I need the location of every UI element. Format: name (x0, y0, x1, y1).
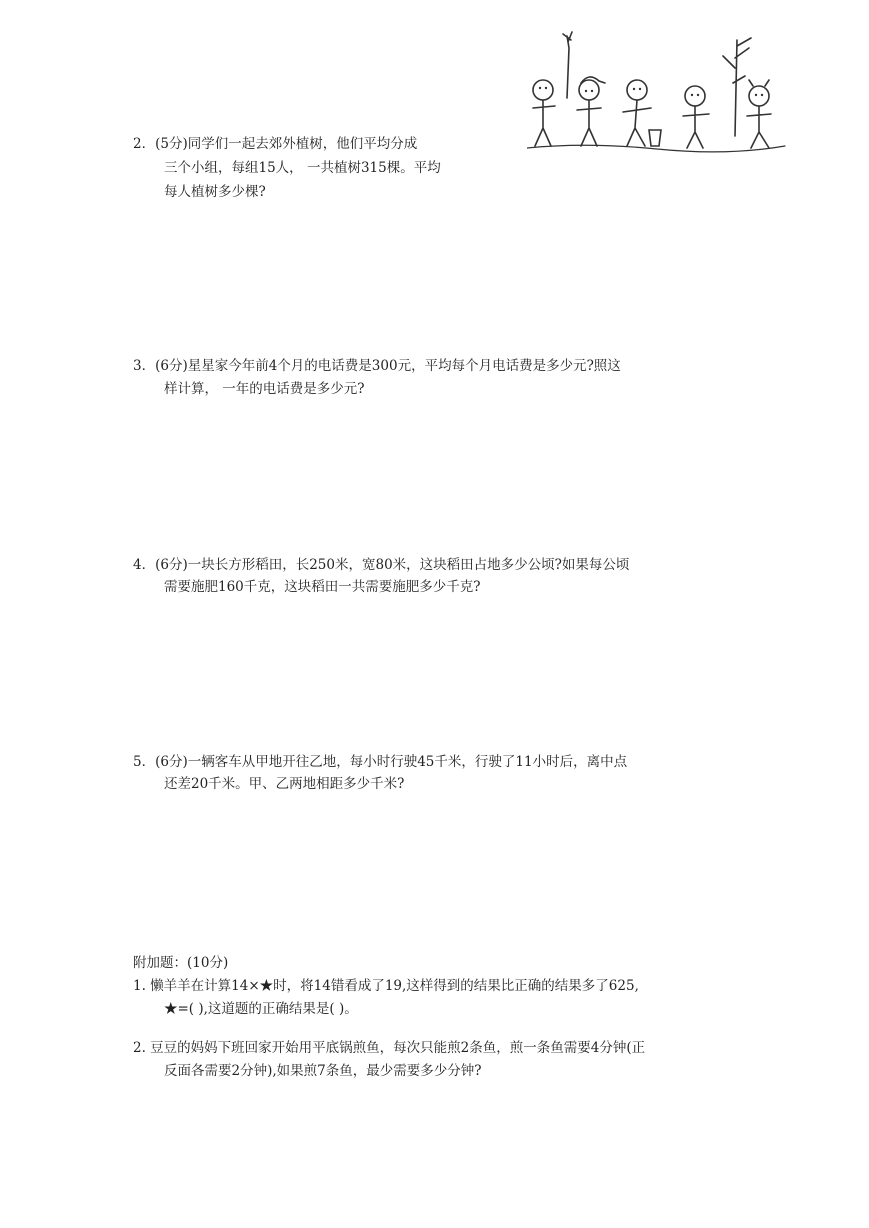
question-4-line-2: 需要施肥160千克，这块稻田一共需要施肥多少千克? (164, 579, 481, 595)
bonus-item-2-line-1: 2. 豆豆的妈妈下班回家开始用平底锅煎鱼，每次只能煎2条鱼，煎一条鱼需要4分钟(正 (133, 1040, 646, 1056)
bonus-item-1-line-2: ★=( ),这道题的正确结果是( )。 (164, 1001, 358, 1017)
question-2-line-2: 三个小组，每组15人， 一共植树315棵。平均 (164, 160, 441, 176)
question-5-line-2: 还差20千米。甲、乙两地相距多少千米? (164, 776, 405, 792)
question-2-line-1: 2．(5分)同学们一起去郊外植树，他们平均分成 (133, 136, 418, 152)
bonus-title: 附加题：(10分) (133, 955, 229, 971)
question-3-line-1: 3．(6分)星星家今年前4个月的电话费是300元，平均每个月电话费是多少元?照这 (133, 358, 621, 374)
bonus-item-2-line-2: 反面各需要2分钟),如果煎7条鱼，最少需要多少分钟? (164, 1063, 482, 1079)
children-planting-trees-illustration (527, 28, 787, 153)
question-5-line-1: 5．(6分)一辆客车从甲地开往乙地，每小时行驶45千米，行驶了11小时后，离中点 (133, 754, 628, 770)
question-4-line-1: 4．(6分)一块长方形稻田，长250米，宽80米，这块稻田占地多少公顷?如果每公顷 (133, 557, 630, 573)
question-2-line-3: 每人植树多少棵? (164, 184, 266, 200)
bonus-item-1-line-1: 1. 懒羊羊在计算14×★时，将14错看成了19,这样得到的结果比正确的结果多了625, (133, 978, 639, 994)
question-3-line-2: 样计算， 一年的电话费是多少元? (164, 381, 365, 397)
